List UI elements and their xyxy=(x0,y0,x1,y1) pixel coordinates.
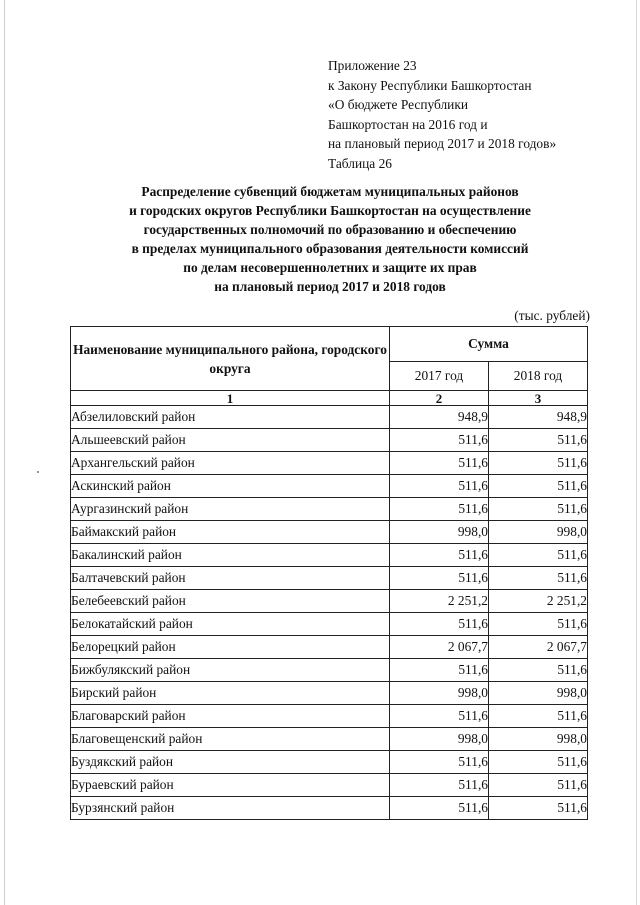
table-row xyxy=(71,498,588,521)
title-line: Распределение субвенций бюджетам муниципальных районов xyxy=(141,184,519,199)
table-row xyxy=(71,636,588,659)
table-row xyxy=(71,797,588,820)
row-value-2017: 2 251,2 xyxy=(390,590,489,613)
row-value-2017: 998,0 xyxy=(390,521,489,544)
table-row xyxy=(71,475,588,498)
row-value-2017: 511,6 xyxy=(390,659,489,682)
row-value-2018: 998,0 xyxy=(489,728,588,751)
scan-speck xyxy=(37,471,39,473)
row-value-2018: 998,0 xyxy=(489,682,588,705)
table-row xyxy=(71,406,588,429)
table-row xyxy=(71,521,588,544)
table-row xyxy=(71,567,588,590)
title-line: в пределах муниципального образования деятельности комиссий xyxy=(131,241,529,256)
row-name: Бакалинский район xyxy=(71,544,390,567)
col-number: 1 xyxy=(71,391,390,406)
row-value-2018: 948,9 xyxy=(489,406,588,429)
table-row xyxy=(71,429,588,452)
row-name: Бижбулякский район xyxy=(71,659,390,682)
table-row xyxy=(71,751,588,774)
table-row xyxy=(71,774,588,797)
table-row xyxy=(71,682,588,705)
header-year-2017: 2017 год xyxy=(390,362,489,391)
row-value-2017: 998,0 xyxy=(390,682,489,705)
row-value-2017: 511,6 xyxy=(390,567,489,590)
row-value-2018: 2 251,2 xyxy=(489,590,588,613)
header-year-2018: 2018 год xyxy=(489,362,588,391)
row-value-2017: 511,6 xyxy=(390,774,489,797)
table-row xyxy=(71,544,588,567)
annex-block xyxy=(328,56,628,174)
header-name: Наименование муниципального района, городского округа xyxy=(71,327,390,391)
table-row xyxy=(71,705,588,728)
row-name: Белорецкий район xyxy=(71,636,390,659)
row-value-2017: 511,6 xyxy=(390,429,489,452)
scan-edge-left xyxy=(4,0,5,905)
row-value-2017: 511,6 xyxy=(390,751,489,774)
row-value-2018: 511,6 xyxy=(489,544,588,567)
annex-line: к Закону Республики Башкортостан xyxy=(328,77,532,93)
row-name: Балтачевский район xyxy=(71,567,390,590)
row-name: Белебеевский район xyxy=(71,590,390,613)
title-line: государственных полномочий по образованию и обеспечению xyxy=(143,222,517,237)
row-name: Архангельский район xyxy=(71,452,390,475)
title-line: на плановый период 2017 и 2018 годов xyxy=(214,279,446,294)
row-name: Буздякский район xyxy=(71,751,390,774)
row-value-2018: 511,6 xyxy=(489,751,588,774)
row-value-2017: 511,6 xyxy=(390,498,489,521)
row-value-2018: 511,6 xyxy=(489,705,588,728)
row-value-2018: 511,6 xyxy=(489,613,588,636)
subvention-table xyxy=(70,326,588,820)
row-value-2018: 511,6 xyxy=(489,797,588,820)
row-value-2017: 998,0 xyxy=(390,728,489,751)
row-name: Бураевский район xyxy=(71,774,390,797)
table-number: Таблица 26 xyxy=(328,155,392,171)
row-name: Благоварский район xyxy=(71,705,390,728)
row-value-2017: 948,9 xyxy=(390,406,489,429)
header-sum: Сумма xyxy=(390,327,588,362)
title-line: и городских округов Республики Башкортостан на осуществление xyxy=(129,203,531,218)
row-value-2017: 511,6 xyxy=(390,797,489,820)
row-value-2018: 511,6 xyxy=(489,452,588,475)
row-name: Благовещенский район xyxy=(71,728,390,751)
row-value-2018: 511,6 xyxy=(489,659,588,682)
table-row xyxy=(71,613,588,636)
annex-line: Башкортостан на 2016 год и xyxy=(328,116,488,132)
row-value-2017: 511,6 xyxy=(390,452,489,475)
row-value-2018: 511,6 xyxy=(489,475,588,498)
annex-line: Приложение 23 xyxy=(328,58,417,73)
table-row xyxy=(71,728,588,751)
annex-line: на плановый период 2017 и 2018 годов» xyxy=(328,136,557,152)
table-row xyxy=(71,590,588,613)
row-name: Аургазинский район xyxy=(71,498,390,521)
row-value-2017: 511,6 xyxy=(390,544,489,567)
row-value-2017: 511,6 xyxy=(390,613,489,636)
units-label: (тыс. рублей) xyxy=(514,308,590,323)
row-value-2017: 511,6 xyxy=(390,705,489,728)
row-value-2018: 511,6 xyxy=(489,429,588,452)
row-value-2017: 511,6 xyxy=(390,475,489,498)
row-value-2018: 2 067,7 xyxy=(489,636,588,659)
col-number: 2 xyxy=(390,391,489,406)
row-name: Альшеевский район xyxy=(71,429,390,452)
row-name: Аскинский район xyxy=(71,475,390,498)
row-value-2017: 2 067,7 xyxy=(390,636,489,659)
row-value-2018: 511,6 xyxy=(489,567,588,590)
row-name: Белокатайский район xyxy=(71,613,390,636)
document-title xyxy=(70,182,590,296)
table-body xyxy=(71,406,588,820)
row-name: Бурзянский район xyxy=(71,797,390,820)
row-name: Баймакский район xyxy=(71,521,390,544)
row-value-2018: 511,6 xyxy=(489,498,588,521)
annex-line: «О бюджете Республики xyxy=(328,97,468,113)
title-line: по делам несовершеннолетних и защите их прав xyxy=(183,260,477,275)
table-row xyxy=(71,452,588,475)
row-value-2018: 998,0 xyxy=(489,521,588,544)
row-name: Бирский район xyxy=(71,682,390,705)
row-value-2018: 511,6 xyxy=(489,774,588,797)
row-name: Абзелиловский район xyxy=(71,406,390,429)
table-row xyxy=(71,659,588,682)
col-number: 3 xyxy=(489,391,588,406)
scan-edge-right xyxy=(636,0,637,905)
